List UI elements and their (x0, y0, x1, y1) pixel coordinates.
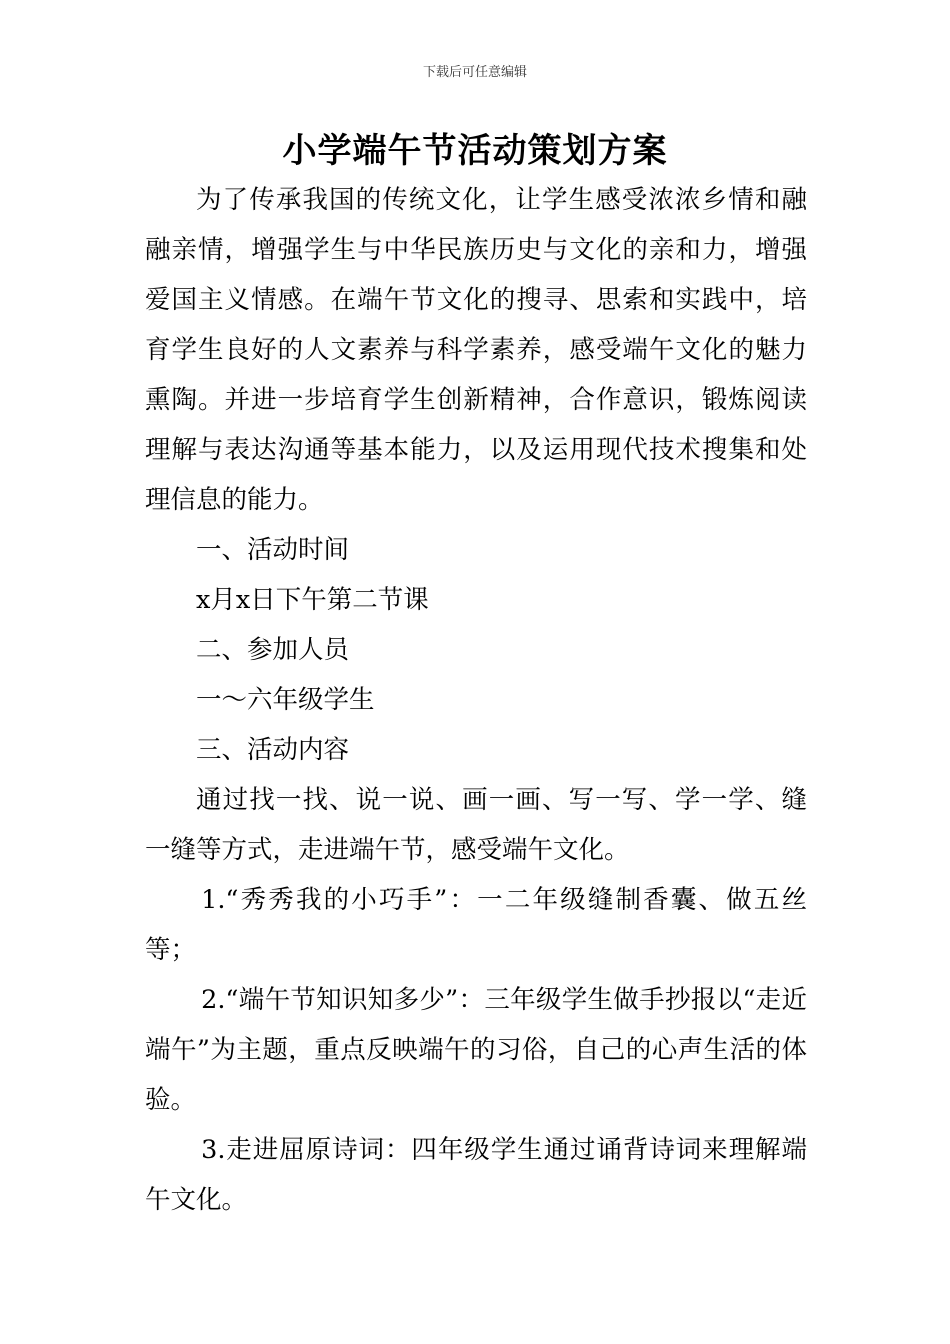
section-heading-content: 三、活动内容 (196, 735, 350, 765)
section-body-time: x月x日下午第二节课 (196, 585, 429, 615)
header-note: 下载后可任意编辑 (422, 65, 527, 80)
section-heading-participants: 二、参加人员 (196, 635, 350, 665)
document-title: 小学端午节活动策划方案 (282, 131, 668, 171)
list-item: 3.走进屈原诗词：四年级学生通过诵背诗词来理解端午文化。 (145, 1135, 807, 1215)
intro-paragraph: 为了传承我国的传统文化，让学生感受浓浓乡情和融融亲情，增强学生与中华民族历史与文化的亲和力，增强爱国主义情感。在端午节文化的搜寻、思索和实践中，培育学生良好的人文素养与科学素养，感受端午文化的魅力熏陶。并进一步培育学生创新精神，合作意识，锻炼阅读理解与表达沟通等基本能力，以及运用现代技术搜集和处理信息的能力。 (145, 185, 807, 515)
list-item: 2.“端午节知识知多少”：三年级学生做手抄报以“走近端午”为主题，重点反映端午的习俗，自己的心声生活的体验。 (145, 985, 807, 1115)
section-heading-time: 一、活动时间 (196, 535, 350, 565)
section-body-content: 通过找一找、说一说、画一画、写一写、学一学、缝一缝等方式，走进端午节，感受端午文化。 (145, 785, 807, 865)
list-item: 1.“秀秀我的小巧手”：一二年级缝制香囊、做五丝等； (145, 885, 807, 965)
document-body (145, 175, 807, 1225)
section-body-participants: 一～六年级学生 (196, 685, 375, 715)
